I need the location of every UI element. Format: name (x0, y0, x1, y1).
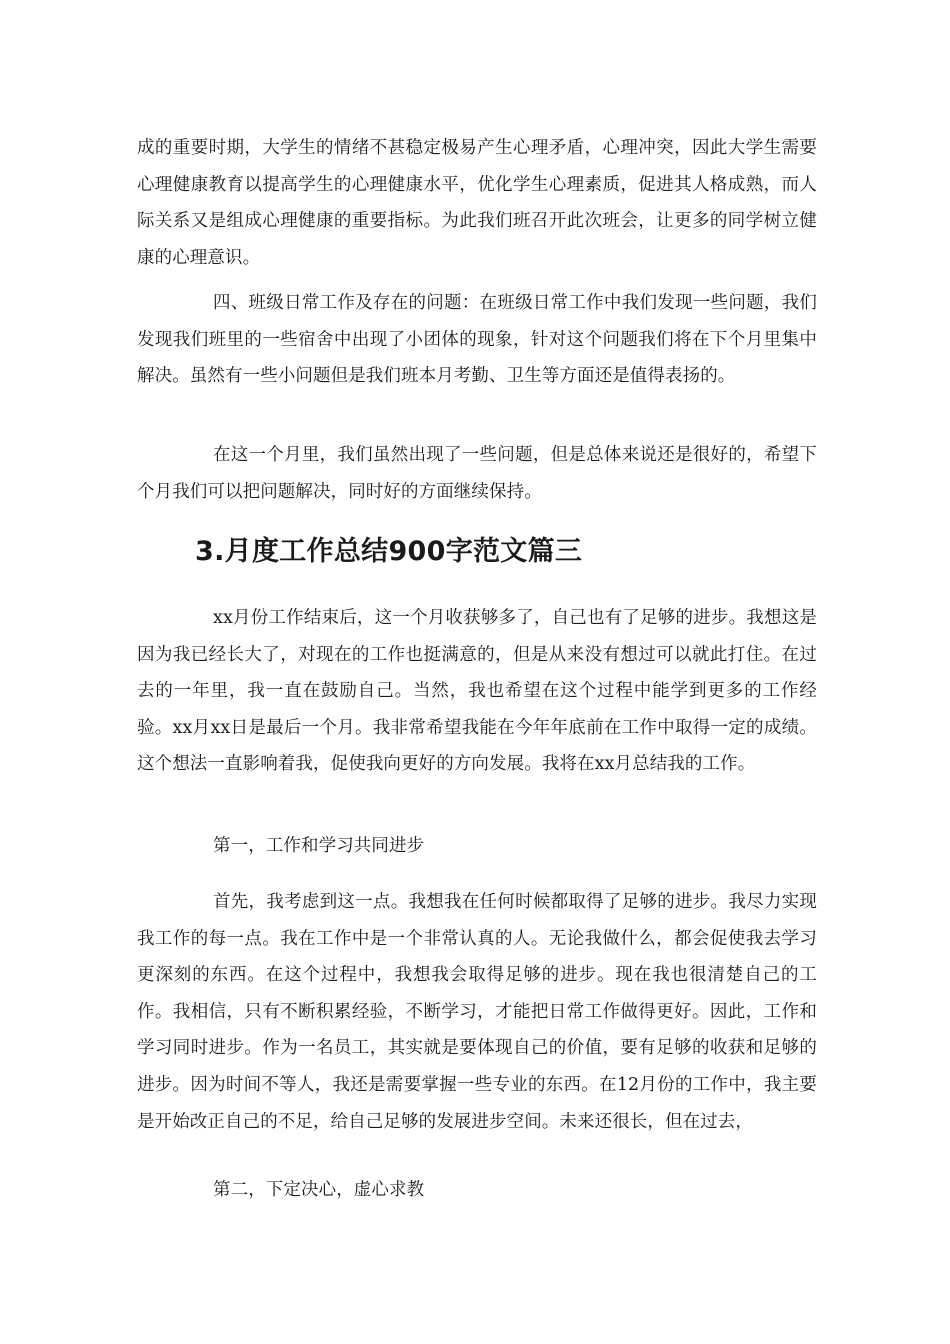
paragraph-mental-health-meeting: 成的重要时期，大学生的情绪不甚稳定极易产生心理矛盾，心理冲突，因此大学生需要心理健康教育以提高学生的心理健康水平，优化学生心理素质，促进其人格成熟，而人际关系又是组成心理健康的重要指标。为此我们班召开此次班会，让更多的同学树立健康的心理意识。 (137, 138, 817, 268)
paragraph-month-summary-closing: 在这一个月里，我们虽然出现了一些问题，但是总体来说还是很好的，希望下个月我们可以把问题解决，同时好的方面继续保持。 (137, 445, 817, 502)
paragraph-class-daily-work-issues: 四、班级日常工作及存在的问题：在班级日常工作中我们发现一些问题，我们发现我们班里的一些宿舍中出现了小团体的现象，针对这个问题我们将在下个月里集中解决。虽然有一些小问题但是我们班本月考勤、卫生等方面还是值得表扬的。 (137, 293, 817, 387)
subheading-second-point: 第二，下定决心，虚心求教 (213, 1180, 425, 1200)
paragraph-month-work-intro: xx月份工作结束后，这一个月收获够多了，自己也有了足够的进步。我想这是因为我已经长大了，对现在的工作也挺满意的，但是从来没有想过可以就此打住。在过去的一年里，我一直在鼓励自己。当然，我也希望在这个过程中能学到更多的工作经验。xx月xx日是最后一个月。我非常希望我能在今年年底前在工作中取得一定的成绩。这个想法一直影响着我，促使我向更好的方向发展。我将在xx月总结我的工作。 (137, 608, 817, 775)
paragraph-work-and-study-progress: 首先，我考虑到这一点。我想我在任何时候都取得了足够的进步。我尽力实现我工作的每一点。我在工作中是一个非常认真的人。无论我做什么，都会促使我去学习更深刻的东西。在这个过程中，我想我会取得足够的进步。现在我也很清楚自己的工作。我相信，只有不断积累经验，不断学习，才能把日常工作做得更好。因此，工作和学习同时进步。作为一名员工，其实就是要体现自己的价值，要有足够的收获和足够的进步。因为时间不等人，我还是需要掌握一些专业的东西。在12月份的工作中，我主要是开始改正自己的不足，给自己足够的发展进步空间。未来还很长，但在过去， (137, 892, 817, 1132)
subheading-first-point: 第一，工作和学习共同进步 (213, 836, 425, 856)
section-heading: 3.月度工作总结900字范文篇三 (195, 536, 583, 567)
